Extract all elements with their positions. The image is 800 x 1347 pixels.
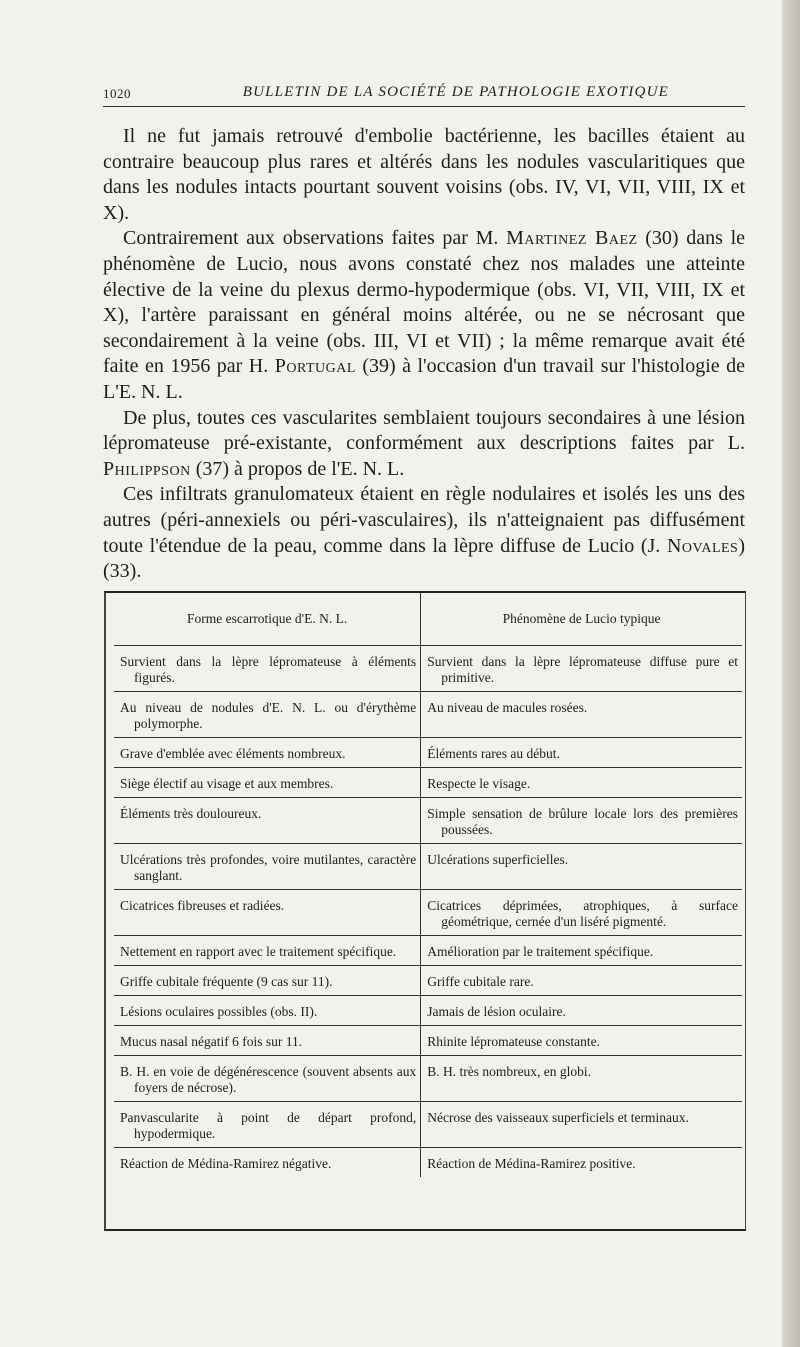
page-header bbox=[103, 84, 745, 107]
cell-text: Au niveau de macules rosées. bbox=[427, 700, 588, 715]
cell-text: Grave d'emblée avec éléments nombreux. bbox=[120, 746, 346, 761]
paragraph-1: Il ne fut jamais retrouvé d'embolie bactérienne, les bacilles étaient au contraire beaucoup plus rares et altérés dans les nodules vascularitiques que dans les nodules intacts pourtant souvent voisins (obs. IV, VI, VII, VIII, IX et X). bbox=[103, 125, 745, 224]
cell-text: Nettement en rapport avec le traitement spécifique. bbox=[120, 944, 397, 959]
table-row bbox=[114, 844, 742, 890]
cell-lucio bbox=[421, 844, 742, 890]
paragraph-3-text-a: De plus, toutes ces vascularites semblaient toujours secondaires à une lésion lépromateuse pré-existante, conformément aux descriptions faites par L. bbox=[103, 406, 745, 455]
paragraph-4-text-a: Ces infiltrats granulomateux étaient en règle nodulaires et isolés les uns des autres (péri-annexiels ou péri-vasculaires), ils n'atteignaient pas diffusément toute l'étendue de la peau, comme dans la lèpre diffuse de Lucio (J. bbox=[103, 483, 745, 557]
cell-text: Griffe cubitale rare. bbox=[427, 974, 534, 989]
cell-text: B. H. très nombreux, en globi. bbox=[427, 1064, 592, 1079]
cell-escarrotique bbox=[114, 646, 421, 692]
table-row bbox=[114, 798, 742, 844]
cell-escarrotique bbox=[114, 692, 421, 738]
table-row bbox=[114, 996, 742, 1026]
table-row bbox=[114, 890, 742, 936]
cell-text: Lésions oculaires possibles (obs. II). bbox=[120, 1004, 318, 1019]
comparison-table bbox=[114, 593, 742, 1177]
cell-escarrotique bbox=[114, 768, 421, 798]
cell-text: Au niveau de nodules d'E. N. L. ou d'érythème polymorphe. bbox=[120, 700, 417, 731]
table-row bbox=[114, 646, 742, 692]
cell-lucio bbox=[421, 646, 742, 692]
cell-escarrotique bbox=[114, 936, 421, 966]
cell-lucio bbox=[421, 890, 742, 936]
cell-escarrotique bbox=[114, 1148, 421, 1178]
cell-text: Mucus nasal négatif 6 fois sur 11. bbox=[120, 1034, 303, 1049]
cell-escarrotique bbox=[114, 890, 421, 936]
cell-escarrotique bbox=[114, 1026, 421, 1056]
page-number: 1020 bbox=[103, 86, 131, 101]
author-philippson: Philippson bbox=[103, 457, 191, 480]
column-header-lucio: Phénomène de Lucio typique bbox=[421, 593, 742, 646]
paragraph-2-text-c: (39) à l'occasion d'un travail sur l'histologie de L'E. N. L. bbox=[103, 355, 745, 403]
cell-text: Simple sensation de brûlure locale lors des premières poussées. bbox=[427, 806, 738, 837]
cell-text: Nécrose des vaisseaux superficiels et terminaux. bbox=[427, 1110, 689, 1125]
cell-lucio bbox=[421, 798, 742, 844]
paragraph-2-text-b: (30) dans le phénomène de Lucio, nous avons constaté chez nos malades une atteinte élective de la veine du plexus dermo-hypodermique (obs. VI, VII, VIII, IX et X), l'artère paraissant en général moins altérée, ou ne se nécrosant que secondairement à la veine (obs. III, VI et VII) ; la même remarque avait été faite en 1956 par H. bbox=[103, 227, 745, 378]
page-edge-shadow bbox=[782, 0, 800, 1347]
cell-lucio bbox=[421, 996, 742, 1026]
cell-text: Rhinite lépromateuse constante. bbox=[427, 1034, 601, 1049]
table-body bbox=[114, 646, 742, 1178]
cell-escarrotique bbox=[114, 798, 421, 844]
cell-text: Éléments très douloureux. bbox=[120, 806, 262, 821]
table-row bbox=[114, 738, 742, 768]
author-martinez-baez: Martinez Baez bbox=[506, 227, 638, 250]
table-row bbox=[114, 768, 742, 798]
table-row bbox=[114, 1056, 742, 1102]
paragraph-4-text-b: ) (33). bbox=[103, 534, 745, 583]
table-row bbox=[114, 692, 742, 738]
cell-text: B. H. en voie de dégénérescence (souvent absents aux foyers de nécrose). bbox=[120, 1064, 417, 1095]
cell-escarrotique bbox=[114, 844, 421, 890]
cell-text: Griffe cubitale fréquente (9 cas sur 11). bbox=[120, 974, 333, 989]
cell-text: Cicatrices fibreuses et radiées. bbox=[120, 898, 285, 913]
comparison-table-frame bbox=[104, 591, 746, 1231]
cell-text: Amélioration par le traitement spécifique. bbox=[427, 944, 654, 959]
cell-text: Ulcérations superficielles. bbox=[427, 852, 569, 867]
paragraph-2 bbox=[103, 226, 745, 405]
paragraph-2-text-a: Contrairement aux observations faites par M. bbox=[123, 227, 507, 250]
table-row bbox=[114, 936, 742, 966]
cell-lucio bbox=[421, 768, 742, 798]
author-novales: Novales bbox=[666, 534, 739, 557]
cell-text: Réaction de Médina-Ramirez négative. bbox=[120, 1156, 332, 1171]
cell-text: Survient dans la lèpre lépromateuse à éléments figurés. bbox=[120, 654, 417, 685]
cell-lucio bbox=[421, 692, 742, 738]
cell-escarrotique bbox=[114, 966, 421, 996]
cell-text: Siège électif au visage et aux membres. bbox=[120, 776, 334, 791]
cell-text: Ulcérations très profondes, voire mutilantes, caractère sanglant. bbox=[120, 852, 417, 883]
table-header-row bbox=[114, 593, 742, 646]
paragraph-3-text-b: (37) à propos de l'E. N. L. bbox=[190, 457, 405, 480]
cell-lucio bbox=[421, 966, 742, 996]
column-header-escarrotique: Forme escarrotique d'E. N. L. bbox=[114, 593, 421, 646]
running-title: BULLETIN DE LA SOCIÉTÉ DE PATHOLOGIE EXOTIQUE bbox=[242, 84, 669, 100]
paragraph-3 bbox=[103, 406, 745, 483]
cell-lucio bbox=[421, 1026, 742, 1056]
cell-text: Survient dans la lèpre lépromateuse diffuse pure et primitive. bbox=[427, 654, 738, 685]
table-row bbox=[114, 1148, 742, 1178]
cell-lucio bbox=[421, 936, 742, 966]
cell-escarrotique bbox=[114, 738, 421, 768]
cell-escarrotique bbox=[114, 996, 421, 1026]
cell-escarrotique bbox=[114, 1102, 421, 1148]
cell-lucio bbox=[421, 1102, 742, 1148]
paragraph-4 bbox=[103, 482, 745, 584]
cell-text: Panvascularite à point de départ profond, hypodermique. bbox=[120, 1110, 417, 1141]
table-row bbox=[114, 1102, 742, 1148]
table-row bbox=[114, 966, 742, 996]
cell-escarrotique bbox=[114, 1056, 421, 1102]
cell-text: Cicatrices déprimées, atrophiques, à surface géométrique, cernée d'un liséré pigmenté. bbox=[427, 898, 738, 929]
cell-lucio bbox=[421, 1056, 742, 1102]
article-body bbox=[103, 124, 745, 585]
cell-lucio bbox=[421, 1148, 742, 1178]
cell-text: Respecte le visage. bbox=[427, 776, 531, 791]
cell-text: Réaction de Médina-Ramirez positive. bbox=[427, 1156, 636, 1171]
cell-text: Éléments rares au début. bbox=[427, 746, 560, 761]
author-portugal: Portugal bbox=[274, 355, 356, 378]
table-row bbox=[114, 1026, 742, 1056]
cell-lucio bbox=[421, 738, 742, 768]
cell-text: Jamais de lésion oculaire. bbox=[427, 1004, 566, 1019]
